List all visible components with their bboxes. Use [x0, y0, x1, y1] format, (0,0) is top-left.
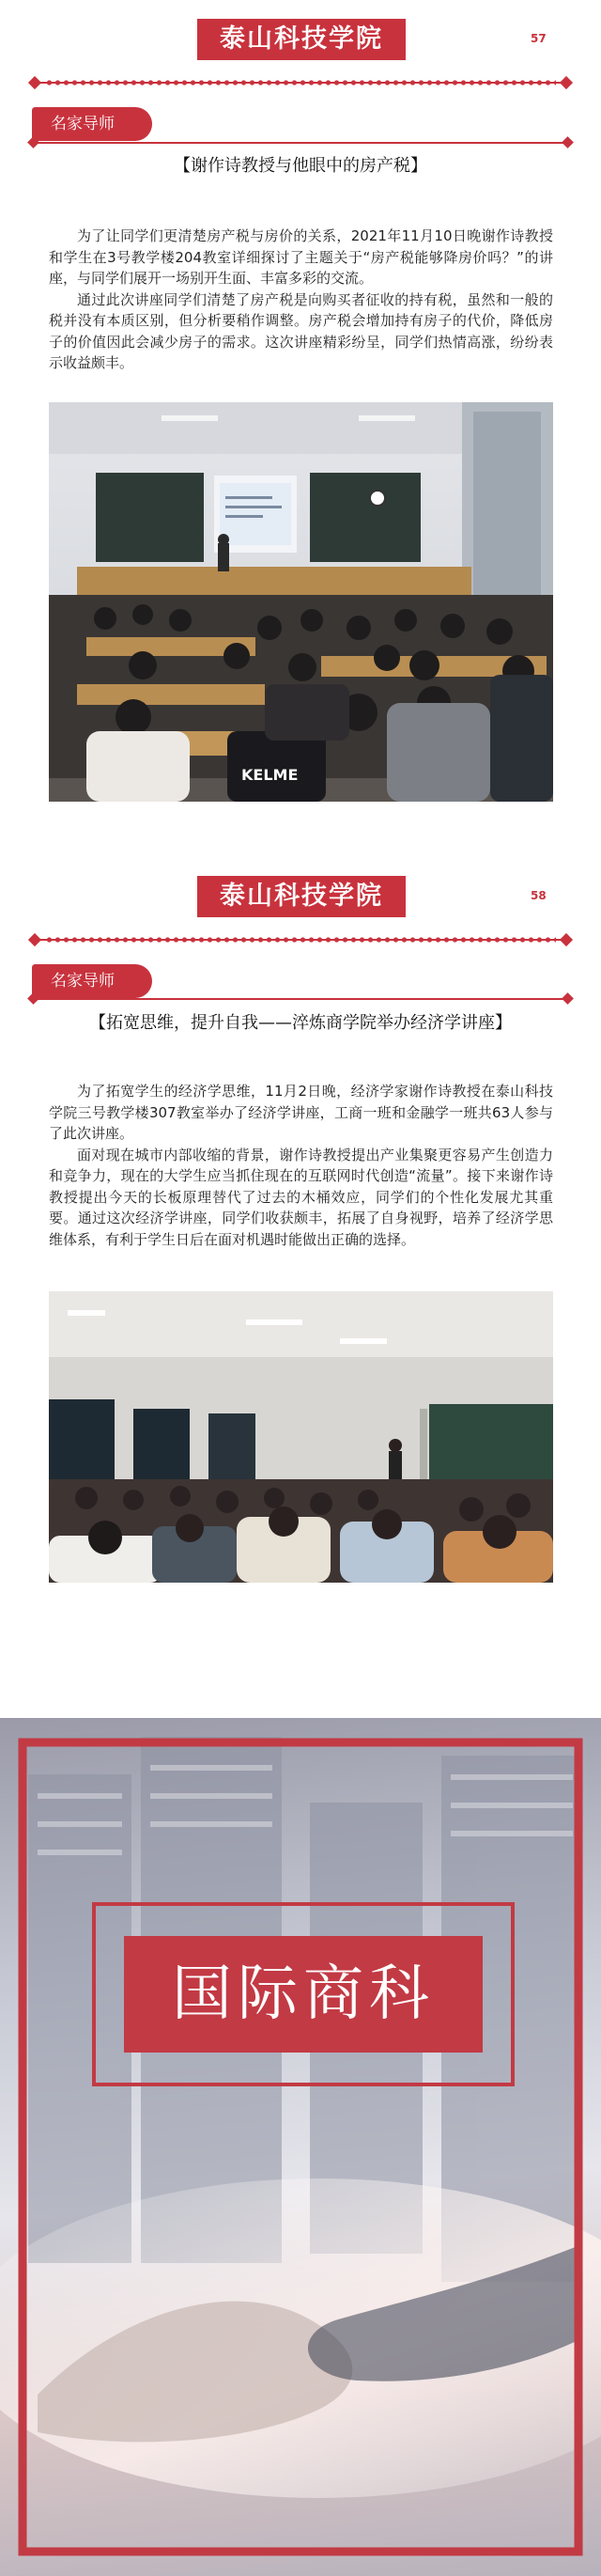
cover-title: 国际商科: [124, 1936, 483, 2053]
page-57: [0, 0, 601, 855]
section-tag: 名家导师: [32, 107, 152, 141]
paragraph: 为了让同学们更清楚房产税与房价的关系，2021年11月10日晚谢作诗教授和学生在3号教学楼204教室详细探讨了主题关于“房产税能够降房价吗？”的讲座，与同学们展开一场别开生面、丰富多彩的交流。: [49, 227, 553, 287]
section-divider: [32, 998, 569, 1000]
page-number: 58: [531, 889, 547, 902]
jersey-text: KELME: [241, 766, 299, 784]
paragraph: 面对现在城市内部收缩的背景，谢作诗教授提出产业集聚更容易产生创造力和竞争力，现在的大学生应当抓住现在的互联网时代创造“流量”。接下来谢作诗教授提出今天的长板原理替代了过去的木桶效应，同学们的个性化发展尤其重要。通过这次经济学讲座，同学们收获颇丰，拓展了自身视野，培养了经济学思维体系，有利于学生日后在面对机遇时能做出正确的选择。: [49, 1146, 553, 1248]
section-divider: [32, 142, 569, 144]
article-title: 【拓宽思维，提升自我——淬炼商学院举办经济学讲座】: [89, 1013, 512, 1033]
page-number: 57: [531, 32, 547, 45]
cover-background: [0, 1718, 601, 2576]
article-title: 【谢作诗教授与他眼中的房产税】: [174, 156, 427, 176]
lecture-photo: [49, 402, 553, 802]
cover-section: [0, 1718, 601, 2576]
school-masthead: 泰山科技学院: [197, 19, 406, 60]
section-tag: 名家导师: [32, 964, 152, 998]
dotted-rule: [32, 77, 569, 88]
paragraph: 为了拓宽学生的经济学思维，11月2日晚，经济学家谢作诗教授在泰山科技学院三号教学楼307教室举办了经济学讲座，工商一班和金融学一班共63人参与了此次讲座。: [49, 1083, 553, 1142]
school-masthead: 泰山科技学院: [197, 876, 406, 917]
dotted-rule: [32, 934, 569, 945]
article-body: [49, 226, 553, 374]
page-58: [0, 855, 601, 1720]
lecture-photo: [49, 1291, 553, 1583]
article-body: [49, 1081, 553, 1250]
paragraph: 通过此次讲座同学们清楚了房产税是向购买者征收的持有税，虽然和一般的税并没有本质区别，但分析要稍作调整。房产税会增加持有房子的代价，降低房子的价值因此会减少房子的需求。这次讲座精彩纷呈，同学们热情高涨，纷纷表示收益颇丰。: [49, 290, 553, 371]
